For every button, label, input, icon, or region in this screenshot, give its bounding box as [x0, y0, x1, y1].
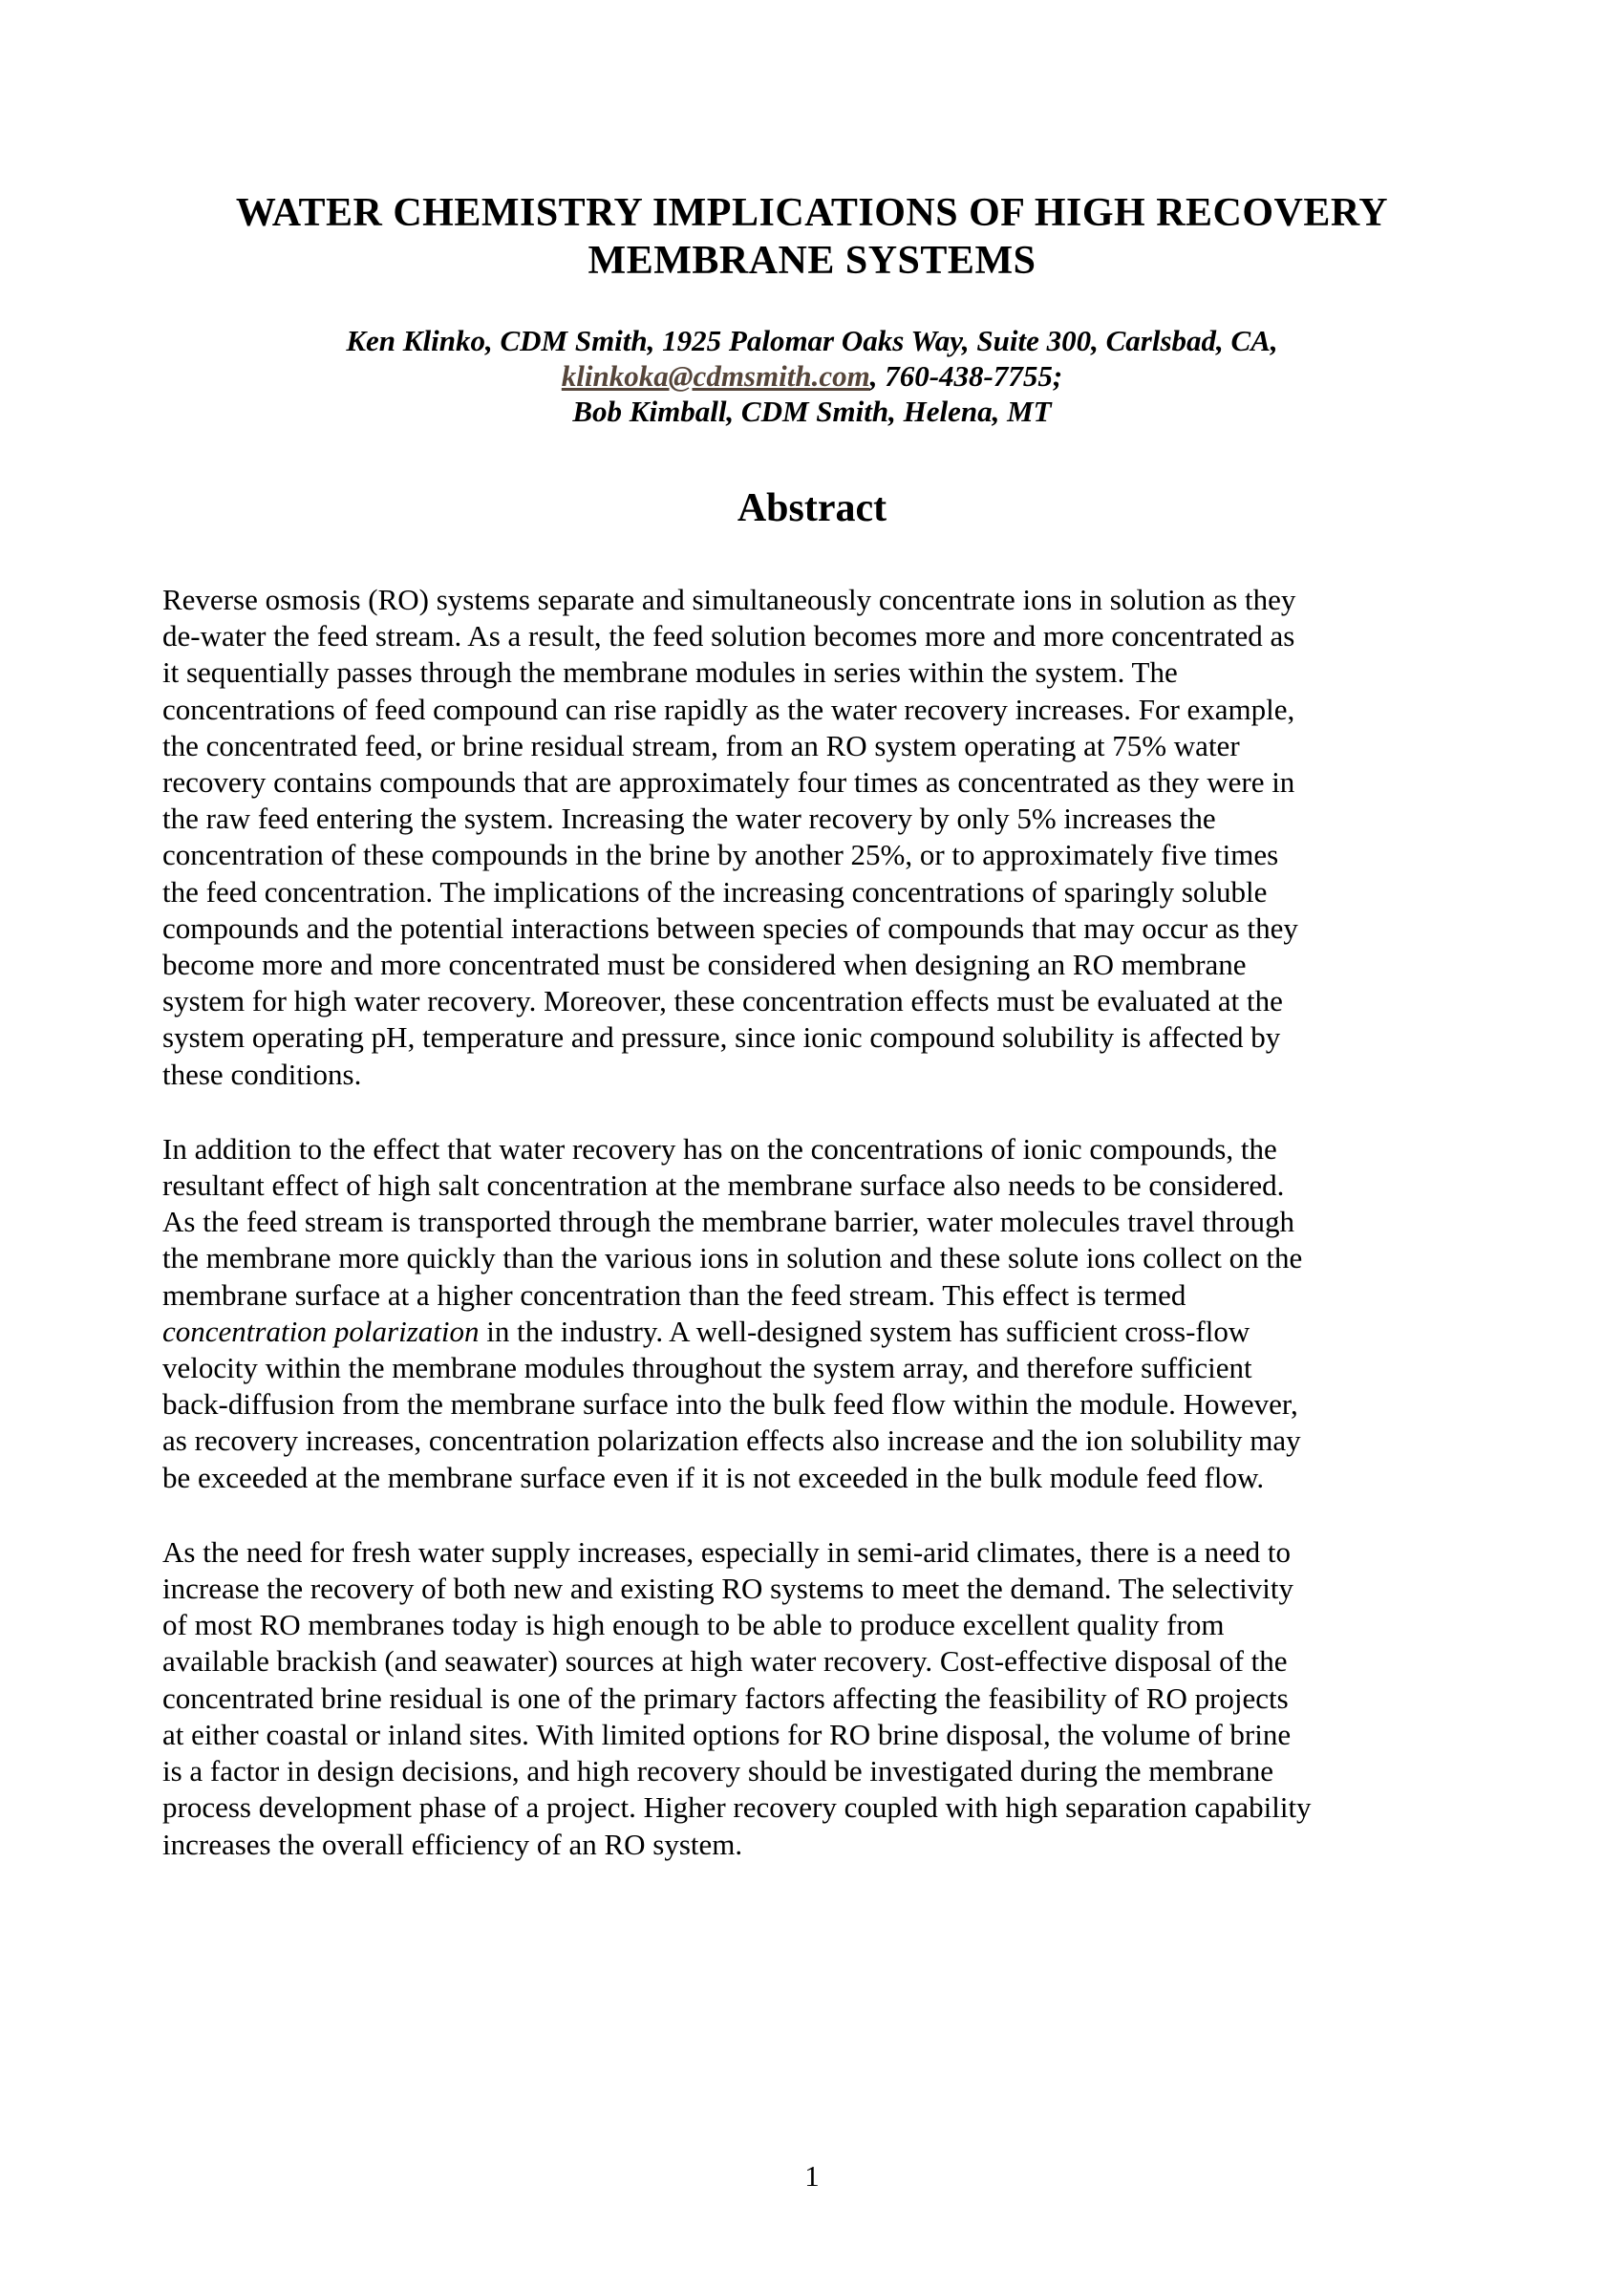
text-line: concentration of these compounds in the brine by another 25%, or to approximately five times — [162, 838, 1279, 872]
text-line: Reverse osmosis (RO) systems separate and simultaneously concentrate ions in solution as they — [162, 583, 1296, 616]
document-page — [0, 189, 1624, 2291]
text-line: the feed concentration. The implications of the increasing concentrations of sparingly soluble — [162, 874, 1268, 909]
abstract-body — [162, 582, 1395, 1863]
text-line: available brackish (and seawater) sources at high water recovery. Cost-effective disposal of the — [162, 1644, 1288, 1679]
paper-title-line1: WATER CHEMISTRY IMPLICATIONS OF HIGH RECOVERY — [235, 191, 1389, 235]
paragraph — [162, 582, 1395, 1093]
text-line: concentrations of feed compound can rise rapidly as the water recovery increases. For example, — [162, 692, 1295, 726]
author-block — [0, 323, 1624, 429]
text-line: become more and more concentrated must be considered when designing an RO membrane — [162, 948, 1247, 982]
text-line: of most RO membranes today is high enough to be able to produce excellent quality from — [162, 1608, 1225, 1642]
text-line: As the feed stream is transported through the membrane barrier, water molecules travel through — [162, 1205, 1294, 1239]
text-line: system for high water recovery. Moreover, these concentration effects must be evaluated at the — [162, 984, 1283, 1018]
text-line: resultant effect of high salt concentration at the membrane surface also needs to be considered. — [162, 1168, 1285, 1203]
text-line: de-water the feed stream. As a result, the feed solution becomes more and more concentrated as — [162, 619, 1295, 653]
text-line: back-diffusion from the membrane surface into the bulk feed flow within the module. However, — [162, 1387, 1298, 1422]
text-line: it sequentially passes through the membrane modules in series within the system. The — [162, 655, 1178, 690]
text-line: be exceeded at the membrane surface even if it is not exceeded in the bulk module feed flow. — [162, 1460, 1265, 1494]
text-line: is a factor in design decisions, and high recovery should be investigated during the membrane — [162, 1754, 1274, 1788]
text-line: recovery contains compounds that are approximately four times as concentrated as they were in — [162, 765, 1295, 800]
page-number: 1 — [804, 2159, 820, 2193]
author-line-2 — [0, 358, 1624, 394]
paper-title-line2: MEMBRANE SYSTEMS — [588, 239, 1036, 283]
author-line-1: Ken Klinko, CDM Smith, 1925 Palomar Oaks Way, Suite 300, Carlsbad, CA, — [346, 324, 1278, 357]
text-line: the membrane more quickly than the various ions in solution and these solute ions collect on the — [162, 1241, 1303, 1275]
email-link[interactable]: klinkoka@cdmsmith.com — [561, 359, 870, 393]
paper-title — [0, 189, 1624, 285]
text-line: compounds and the potential interactions between species of compounds that may occur as they — [162, 910, 1298, 945]
text-line: at either coastal or inland sites. With limited options for RO brine disposal, the volume of brine — [162, 1717, 1292, 1751]
text-line: system operating pH, temperature and pressure, since ionic compound solubility is affected by — [162, 1020, 1281, 1055]
text-line: As the need for fresh water supply increases, especially in semi-arid climates, there is a need to — [162, 1534, 1292, 1569]
text-line: the raw feed entering the system. Increasing the water recovery by only 5% increases the — [162, 802, 1216, 836]
text-line: increases the overall efficiency of an RO system. — [162, 1827, 743, 1861]
text-line: the concentrated feed, or brine residual stream, from an RO system operating at 75% water — [162, 728, 1240, 762]
text-line: concentrated brine residual is one of the primary factors affecting the feasibility of RO projects — [162, 1681, 1289, 1715]
text-line: increase the recovery of both new and existing RO systems to meet the demand. The selectivity — [162, 1572, 1293, 1606]
text-line: these conditions. — [162, 1057, 362, 1091]
text-line: membrane surface at a higher concentration than the feed stream. This effect is termed — [162, 1277, 1186, 1312]
text-line: In addition to the effect that water recovery has on the concentrations of ionic compounds, the — [162, 1131, 1277, 1166]
text-line: velocity within the membrane modules throughout the system array, and therefore sufficient — [162, 1351, 1252, 1385]
abstract-heading: Abstract — [737, 486, 887, 530]
paragraph — [162, 1534, 1395, 1863]
author-line-3: Bob Kimball, CDM Smith, Helena, MT — [572, 395, 1052, 428]
phone-text: , 760-438-7755; — [869, 359, 1063, 393]
text-line: process development phase of a project. Higher recovery coupled with high separation capability — [162, 1790, 1312, 1825]
text-line: as recovery increases, concentration polarization effects also increase and the ion solubility may — [162, 1424, 1301, 1458]
paragraph — [162, 1131, 1395, 1496]
text-line: concentration polarization in the industry. A well-designed system has sufficient cross-flow — [162, 1314, 1250, 1348]
